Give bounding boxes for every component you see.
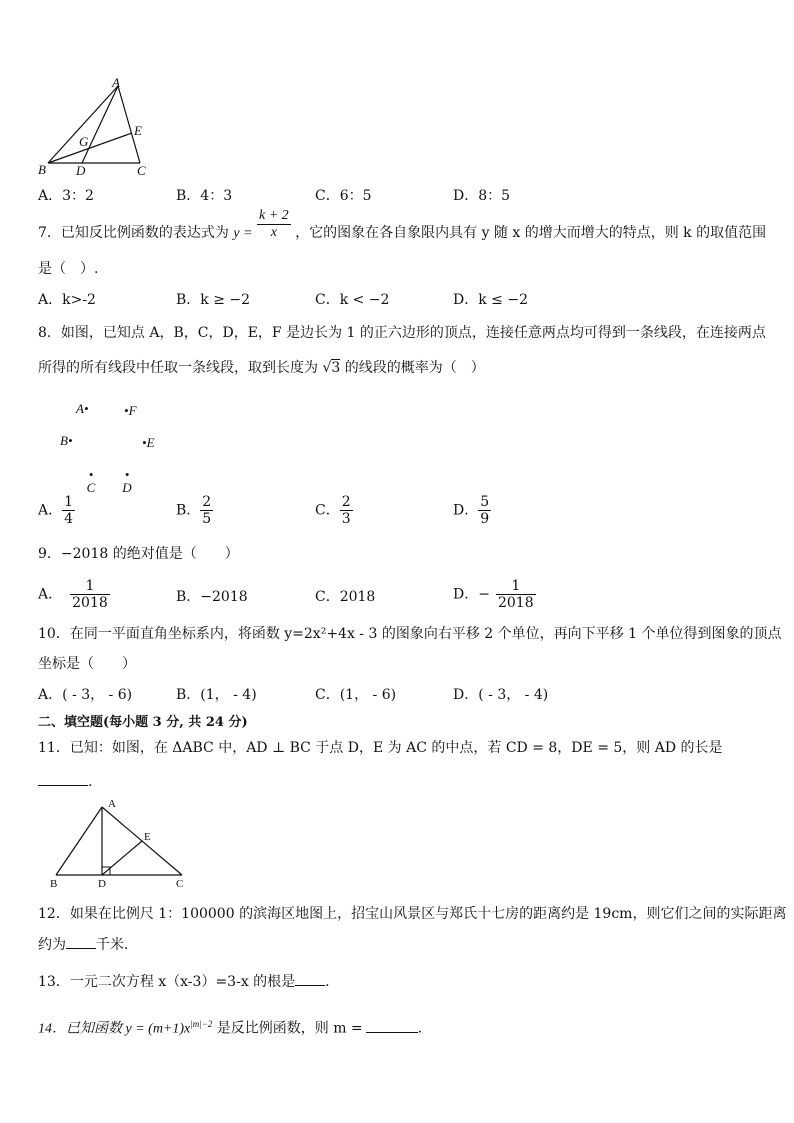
point-label-b: B [50,878,58,890]
q9-option-b[interactable]: B．−2018 [176,589,248,605]
point-b: B• [60,433,73,448]
point-label-a: A [112,75,120,90]
q11-line1: 11．已知：如图，在 ΔABC 中，AD ⊥ BC 于点 D，E 为 AC 的中点，若 CD = 8，DE = 5，则 AD 的长是 [38,740,723,756]
q8-line2 [38,359,485,377]
point-a: A• [76,401,89,416]
q7-line1 [38,207,767,243]
q10-option-a[interactable]: A．( - 3， - 6) [38,687,133,703]
point-label-e: E [134,123,142,138]
q7-option-a[interactable]: A．k>-2 [38,292,96,308]
q8-stem-end: 的线段的概率为（ ） [344,360,485,376]
point-label-d: D [76,163,86,178]
hexagon-points-figure [56,398,176,495]
answer-blank[interactable] [366,1032,418,1033]
point-label-d: D [98,878,106,890]
q8-sqrt-value: 3 [331,360,341,376]
q6-option-d[interactable]: D．8：5 [453,188,511,204]
point-d: • D [122,467,132,495]
q6-option-b[interactable]: B．4：3 [176,188,233,204]
q7-func-numerator: k + 2 [259,207,289,223]
point-label-c: C [137,163,146,178]
q7-option-d[interactable]: D．k ≤ −2 [453,292,528,308]
q8-option-a[interactable]: A． $\frac{1}{4}$ [38,494,74,527]
point-f: •F [124,403,137,418]
q7-func-denominator: x [270,224,277,240]
answer-blank[interactable] [295,985,325,986]
q10-option-c[interactable]: C．(1， - 6) [315,687,397,703]
q12-line1: 12．如果在比例尺 1：100000 的滨海区地图上，招宝山风景区与郑氏十七房的距离约是 19cm，则它们之间的实际距离 [38,906,787,922]
question-14: 14．已知函数 $y = (m+1)x^{|m|-2}$ 是反比例函数，则 m = . [38,1019,423,1037]
q12-line2: 约为 千米． [38,937,138,953]
q11-line2: . [38,773,92,791]
point-c: • C [86,467,96,495]
q7-stem-end: ，它的图象在各自象限内具有 y 随 x 的增大而增大的特点，则 k 的取值范围 [295,225,767,241]
q9-option-d[interactable]: D．− $\frac{1}{2018}$ [453,578,534,611]
q10-option-b[interactable]: B．(1， - 4) [176,687,257,703]
point-e: •E [142,435,155,450]
triangle-figure-q6 [36,76,156,180]
q7-func-lhs: y = [233,226,253,241]
q9-option-c[interactable]: C．2018 [315,589,376,605]
q8-option-b[interactable]: B． $\frac{2}{5}$ [176,494,212,527]
q9-option-a[interactable]: A． $\frac{1}{2018}$ [38,578,108,611]
q10-line2: 坐标是（ ） [38,656,136,672]
q8-option-d[interactable]: D． $\frac{5}{9}$ [453,494,490,527]
point-label-a: A [108,798,116,810]
point-label-b: B [38,162,46,177]
point-label-c: C [176,878,184,890]
q6-option-a[interactable]: A．3：2 [38,188,94,204]
q10-line1: 10．在同一平面直角坐标系内，将函数 y=2x²+4x - 3 的图象向右平移 2 个单位，再向下平移 1 个单位得到图象的顶点 [38,626,782,642]
answer-blank[interactable] [38,785,88,786]
q6-option-c[interactable]: C．6：5 [315,188,372,204]
q8-option-c[interactable]: C． $\frac{2}{3}$ [315,494,351,527]
point-label-g: G [79,134,89,149]
q7-line2: 是（ ）. [38,261,99,277]
q7-func-fraction [257,208,291,241]
question-13: 13．一元二次方程 x（x-3）=3-x 的根是 . [38,974,330,990]
q10-option-d[interactable]: D．( - 3， - 4) [453,687,549,703]
triangle-figure-q11 [46,797,196,892]
q7-option-b[interactable]: B．k ≥ −2 [176,292,251,308]
q7-stem-start: 7．已知反比例函数的表达式为 [38,225,229,241]
exponent: |m|−2 [190,1019,213,1029]
q9-stem: 9．−2018 的绝对值是（ ） [38,546,239,562]
q7-option-c[interactable]: C．k < −2 [315,292,390,308]
answer-blank[interactable] [66,948,96,949]
triangle-adc-drawing [46,797,196,892]
sqrt-symbol: √ [322,360,332,376]
q8-line1: 8．如图，已知点 A，B，C，D，E，F 是边长为 1 的正六边形的顶点，连接任意两点均可得到一条线段，在连接两点 [38,325,766,341]
section-heading: 二、填空题(每小题 3 分, 共 24 分) [38,715,248,730]
q8-stem-mid: 所得的所有线段中任取一条线段，取到长度为 [38,360,318,376]
point-label-e: E [144,831,151,843]
